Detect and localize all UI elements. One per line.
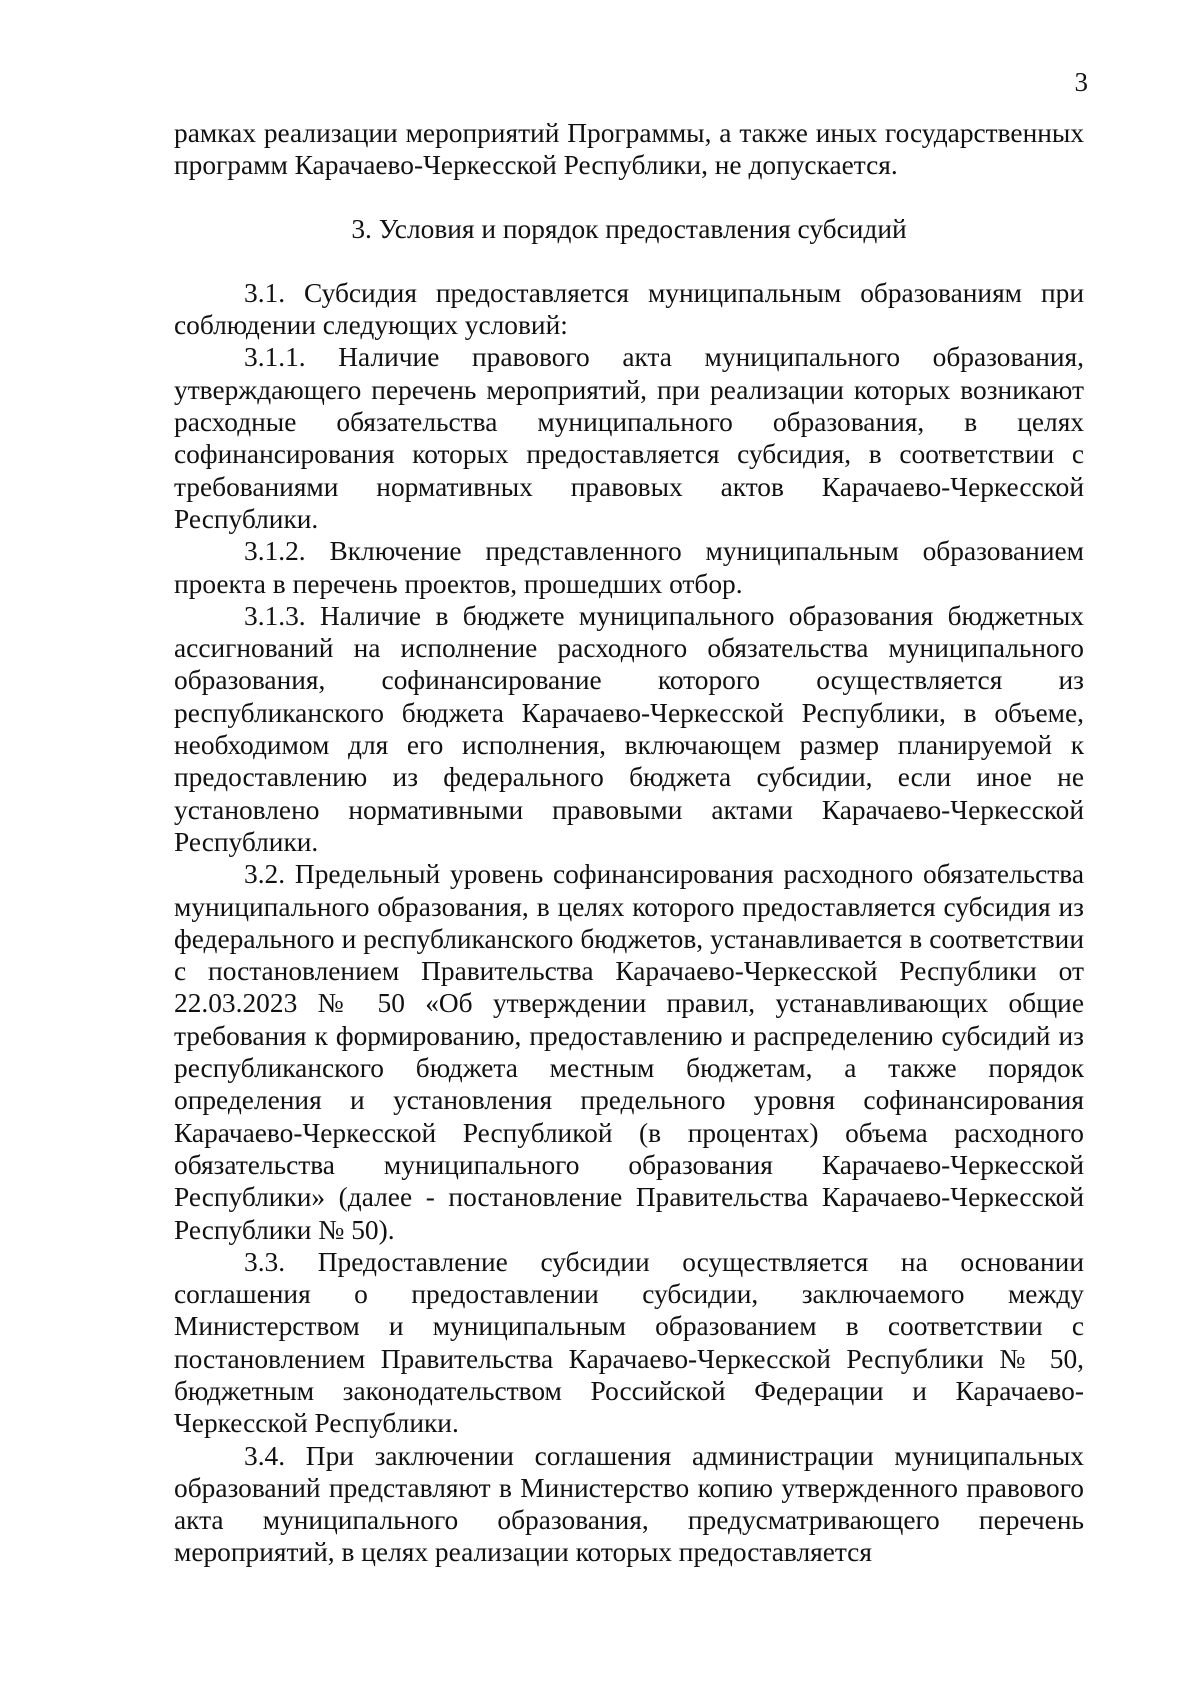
- paragraph-3-3: 3.3. Предоставление субсидии осуществляется на основании соглашения о предоставлении субсидии, заключаемого между Министерством и муниципальным образованием в соответствии с постановлением Правительства Карачаево-Черкесской Республики № 50, бюджетным законодательством Российской Федерации и Карачаево-Черкесской Республики.: [174, 1246, 1084, 1439]
- section-heading: 3. Условия и порядок предоставления субсидий: [351, 213, 907, 244]
- paragraph-3-1-1: 3.1.1. Наличие правового акта муниципального образования, утверждающего перечень мероприятий, при реализации которых возникают расходные обязательства муниципального образования, в целях софинансирования которых предоставляется субсидия, в соответствии с требованиями нормативных правовых актов Карачаево-Черкесской Республики.: [174, 342, 1084, 534]
- paragraph-3-2: 3.2. Предельный уровень софинансирования расходного обязательства муниципального образования, в целях которого предоставляется субсидия из федерального и республиканского бюджетов, устанавливается в соответствии с постановлением Правительства Карачаево-Черкесской Республики от 22.03.2023 № 50 «Об утверждении правил, устанавливающих общие требования к формированию, предоставлению и распределению субсидий из республиканского бюджета местным бюджетам, а также порядок определения и установления предельного уровня софинансирования Карачаево-Черкесской Республикой (в процентах) объема расходного обязательства муниципального образования Карачаево-Черкесской Республики» (далее - постановление Правительства Карачаево-Черкесской Республики № 50).: [174, 859, 1084, 1245]
- paragraph-3-4: 3.4. При заключении соглашения администрации муниципальных образований представляют в Министерство копию утвержденного правового акта муниципального образования, предусматривающего перечень мероприятий, в целях реализации которых предоставляется: [174, 1440, 1084, 1568]
- page-number: 3: [1074, 67, 1088, 97]
- document-body: [174, 117, 1084, 1569]
- paragraph-3-1-2: 3.1.2. Включение представленного муниципальным образованием проекта в перечень проектов, прошедших отбор.: [174, 536, 1084, 599]
- paragraph-continuation: рамках реализации мероприятий Программы, а также иных государственных программ Карачаево-Черкесской Республики, не допускается.: [174, 118, 1084, 181]
- paragraph-3-1-3: 3.1.3. Наличие в бюджете муниципального образования бюджетных ассигнований на исполнение расходного обязательства муниципального образования, софинансирование которого осуществляется из республиканского бюджета Карачаево-Черкесской Республики, в объеме, необходимом для его исполнения, включающем размер планируемой к предоставлению из федерального бюджета субсидии, если иное не установлено нормативными правовыми актами Карачаево-Черкесской Республики.: [174, 600, 1084, 857]
- paragraph-3-1: 3.1. Субсидия предоставляется муниципальным образованиям при соблюдении следующих условий:: [174, 277, 1084, 341]
